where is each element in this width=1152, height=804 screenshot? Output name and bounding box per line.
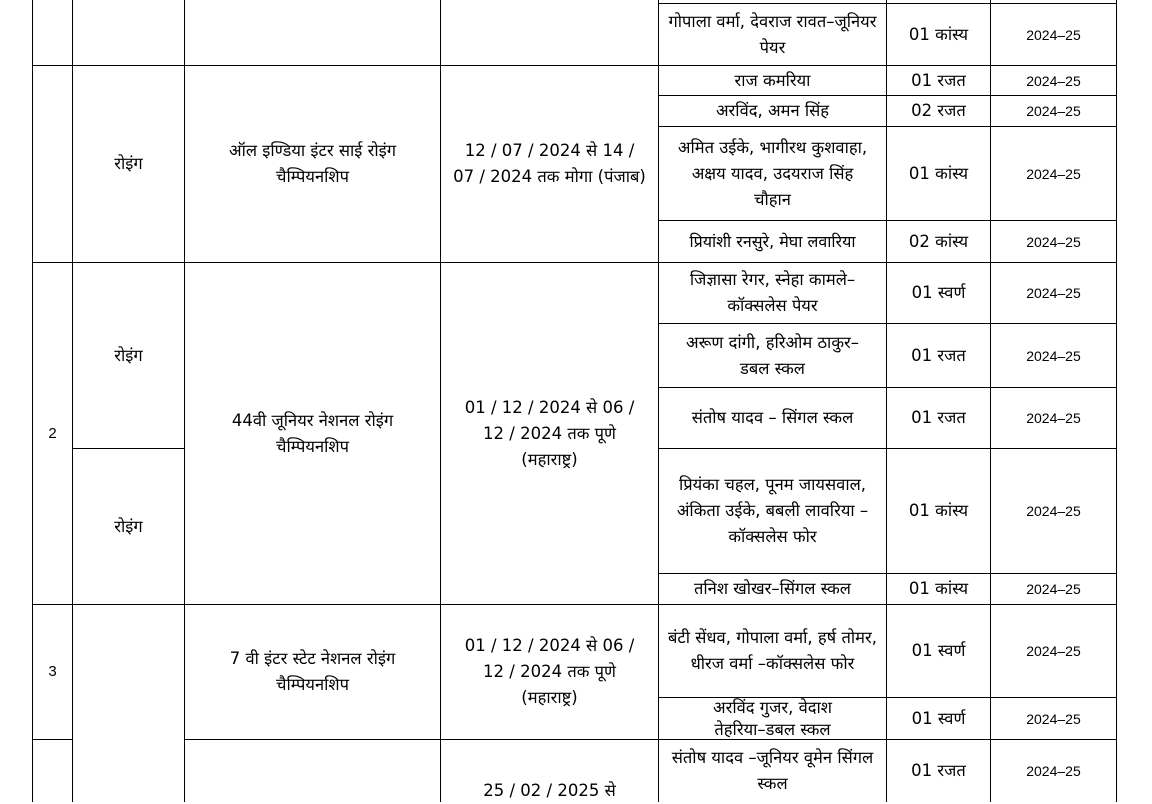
year-cell: 2024–25 xyxy=(1026,410,1081,426)
medal-cell: 01 कांस्य xyxy=(908,24,969,44)
venue-cell: 01 / 12 / 2024 से 06 / 12 / 2024 तक पूणे (महाराष्ट्र) xyxy=(464,397,635,469)
medal-cell: 01 स्वर्ण xyxy=(911,641,966,660)
athletes-cell: प्रियंका चहल, पूनम जायसवाल, अंकिता उईके, बबली लावरिया – कॉक्सलेस फोर xyxy=(676,475,869,546)
year-cell: 2024–25 xyxy=(1026,233,1081,250)
athletes-cell: बंटी सेंधव, गोपाला वर्मा, हर्ष तोमर, धीरज वर्मा –कॉक्सलेस फोर xyxy=(667,628,878,673)
athletes-cell: अरविंद गुजर, वेदाश तेहरिया–डबल स्कल xyxy=(712,697,832,739)
year-cell: 2024–25 xyxy=(1026,165,1081,182)
year-cell: 2024–25 xyxy=(1026,285,1081,301)
year-cell: 2024–25 xyxy=(1026,581,1081,597)
medal-cell: 01 स्वर्ण xyxy=(911,283,966,302)
event-cell xyxy=(185,740,440,802)
medal-cell: 01 कांस्य xyxy=(908,163,969,183)
year-cell: 2024–25 xyxy=(1026,72,1081,89)
serial-number-cell: 3 xyxy=(48,663,57,680)
athletes-cell: अरविंद, अमन सिंह xyxy=(715,101,830,120)
sport-cell xyxy=(73,605,184,739)
medal-cell: 01 रजत xyxy=(911,761,966,780)
sport-cell: रोइंग xyxy=(114,154,143,173)
athletes-cell: जिज्ञासा रेगर, स्नेहा कामले–कॉक्सलेस पेयर xyxy=(689,270,856,315)
venue-cell: 12 / 07 / 2024 से 14 / 07 / 2024 तक मोगा (पंजाब) xyxy=(453,141,646,186)
athletes-cell: अमित उईके, भागीरथ कुशवाहा, अक्षय यादव, उदयराज सिंह चौहान xyxy=(677,137,868,209)
medal-cell: 01 कांस्य xyxy=(908,579,969,598)
venue-cell: 25 / 02 / 2025 से xyxy=(483,781,616,800)
serial-number-cell xyxy=(33,740,72,802)
year-cell: 2024–25 xyxy=(1026,347,1081,364)
medal-cell: 02 कांस्य xyxy=(908,231,969,251)
medal-cell: 01 रजत xyxy=(911,408,966,427)
sport-cell: रोइंग xyxy=(114,345,143,365)
event-cell: 7 वी इंटर स्टेट नेशनल रोइंग चैम्पियनशिप xyxy=(229,649,396,694)
athletes-cell: तनिश खोखर–सिंगल स्कल xyxy=(694,579,851,598)
grid-line xyxy=(1116,0,1117,802)
event-cell: ऑल इण्डिया इंटर साई रोइंग चैम्पियनशिप xyxy=(228,141,397,186)
sport-cell: रोइंग xyxy=(114,516,143,536)
medal-cell: 01 रजत xyxy=(911,70,966,90)
venue-cell: 01 / 12 / 2024 से 06 / 12 / 2024 तक पूणे (महाराष्ट्र) xyxy=(464,636,635,707)
serial-number-cell xyxy=(33,66,72,262)
medal-cell: 02 रजत xyxy=(911,101,966,120)
medal-cell: 01 स्वर्ण xyxy=(911,708,966,728)
medal-cell: 01 कांस्य xyxy=(908,501,969,520)
year-cell: 2024–25 xyxy=(1026,643,1081,659)
athletes-cell: संतोष यादव – सिंगल स्कल xyxy=(691,408,854,427)
athletes-cell: प्रियांशी रनसुरे, मेघा लवारिया xyxy=(689,231,856,251)
year-cell: 2024–25 xyxy=(1026,710,1081,727)
medal-cell: 01 रजत xyxy=(911,345,966,365)
athletes-cell: अरूण दांगी, हरिओम ठाकुर– डबल स्कल xyxy=(686,332,859,378)
athletes-cell: राज कमरिया xyxy=(734,70,811,90)
year-cell: 2024–25 xyxy=(1026,26,1081,43)
athletes-cell: गोपाला वर्मा, देवराज रावत–जूनियर पेयर xyxy=(668,11,877,57)
year-cell: 2024–25 xyxy=(1026,103,1081,119)
year-cell: 2024–25 xyxy=(1026,763,1081,779)
serial-number-cell: 2 xyxy=(48,424,57,442)
year-cell: 2024–25 xyxy=(1026,503,1081,519)
event-cell: 44वी जूनियर नेशनल रोइंग चैम्पियनशिप xyxy=(231,410,394,456)
athletes-cell: संतोष यादव –जूनियर वूमेन सिंगल स्कल xyxy=(671,748,874,793)
